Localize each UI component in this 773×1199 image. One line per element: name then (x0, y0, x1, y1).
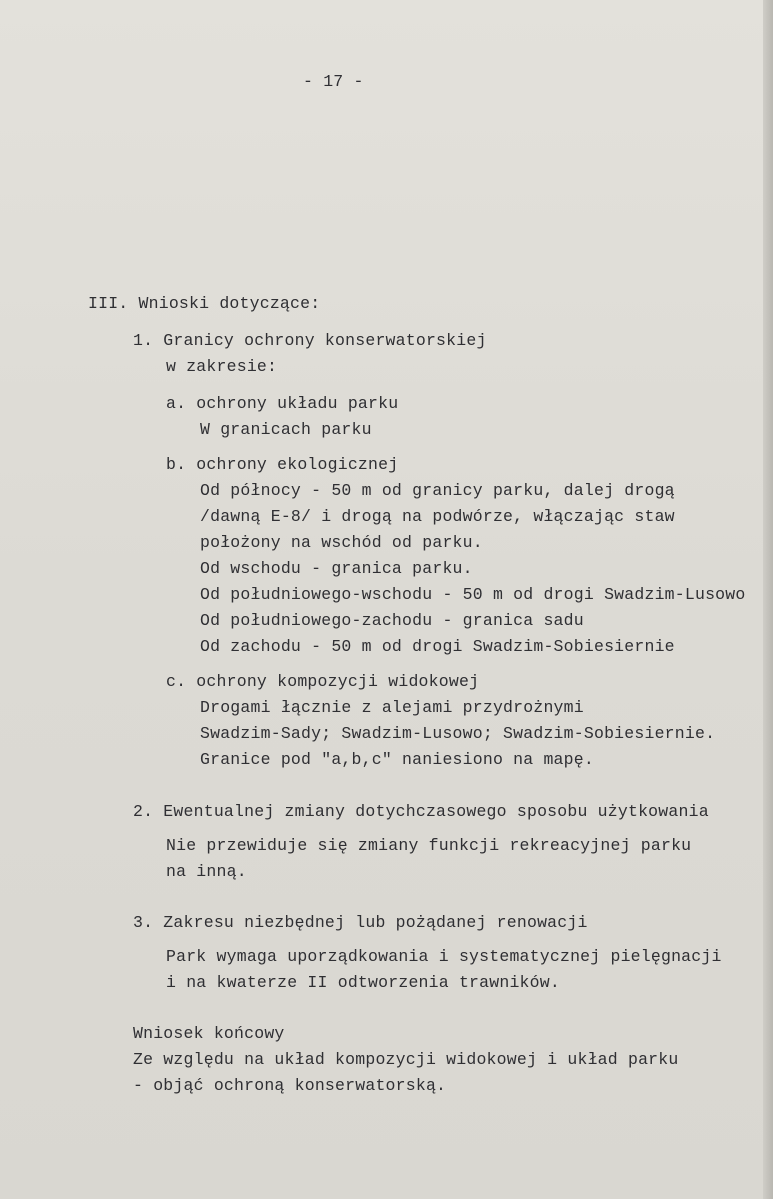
item-1b-line: Od południowego-zachodu - granica sadu (200, 611, 584, 630)
page-edge (763, 0, 773, 1199)
item-1b-line: położony na wschód od parku. (200, 533, 483, 552)
item-1b-line: Od północy - 50 m od granicy parku, dalej drogą (200, 481, 675, 500)
item-1-title: 1. Granicy ochrony konserwatorskiej (133, 331, 487, 350)
item-1a-title: a. ochrony układu parku (166, 394, 399, 413)
conclusion-line: - objąć ochroną konserwatorską. (133, 1076, 447, 1095)
item-3-line: i na kwaterze II odtworzenia trawników. (166, 973, 560, 992)
item-1b-title: b. ochrony ekologicznej (166, 455, 399, 474)
item-1c-line: Drogami łącznie z alejami przydrożnymi (200, 698, 584, 717)
section-heading: III. Wnioski dotyczące: (88, 294, 321, 313)
page-number: - 17 - (303, 72, 364, 91)
item-2-line: Nie przewiduje się zmiany funkcji rekreacyjnej parku (166, 836, 692, 855)
item-1a-line: W granicach parku (200, 420, 372, 439)
item-2-line: na inną. (166, 862, 247, 881)
item-1b-line: Od wschodu - granica parku. (200, 559, 473, 578)
item-1c-line: Swadzim-Sady; Swadzim-Lusowo; Swadzim-Sobiesiernie. (200, 724, 716, 743)
item-1-title-cont: w zakresie: (166, 357, 278, 376)
item-3-line: Park wymaga uporządkowania i systematycznej pielęgnacji (166, 947, 722, 966)
conclusion-heading: Wniosek końcowy (133, 1024, 285, 1043)
item-3-title: 3. Zakresu niezbędnej lub pożądanej renowacji (133, 913, 588, 932)
item-1b-line: Od zachodu - 50 m od drogi Swadzim-Sobiesiernie (200, 637, 675, 656)
conclusion-line: Ze względu na układ kompozycji widokowej i układ parku (133, 1050, 679, 1069)
item-1c-title: c. ochrony kompozycji widokowej (166, 672, 480, 691)
item-1b-line: /dawną E-8/ i drogą na podwórze, włączając staw (200, 507, 675, 526)
item-1c-line: Granice pod "a,b,c" naniesiono na mapę. (200, 750, 594, 769)
item-2-title: 2. Ewentualnej zmiany dotychczasowego sposobu użytkowania (133, 802, 709, 821)
item-1b-line: Od południowego-wschodu - 50 m od drogi Swadzim-Lusowo (200, 585, 746, 604)
